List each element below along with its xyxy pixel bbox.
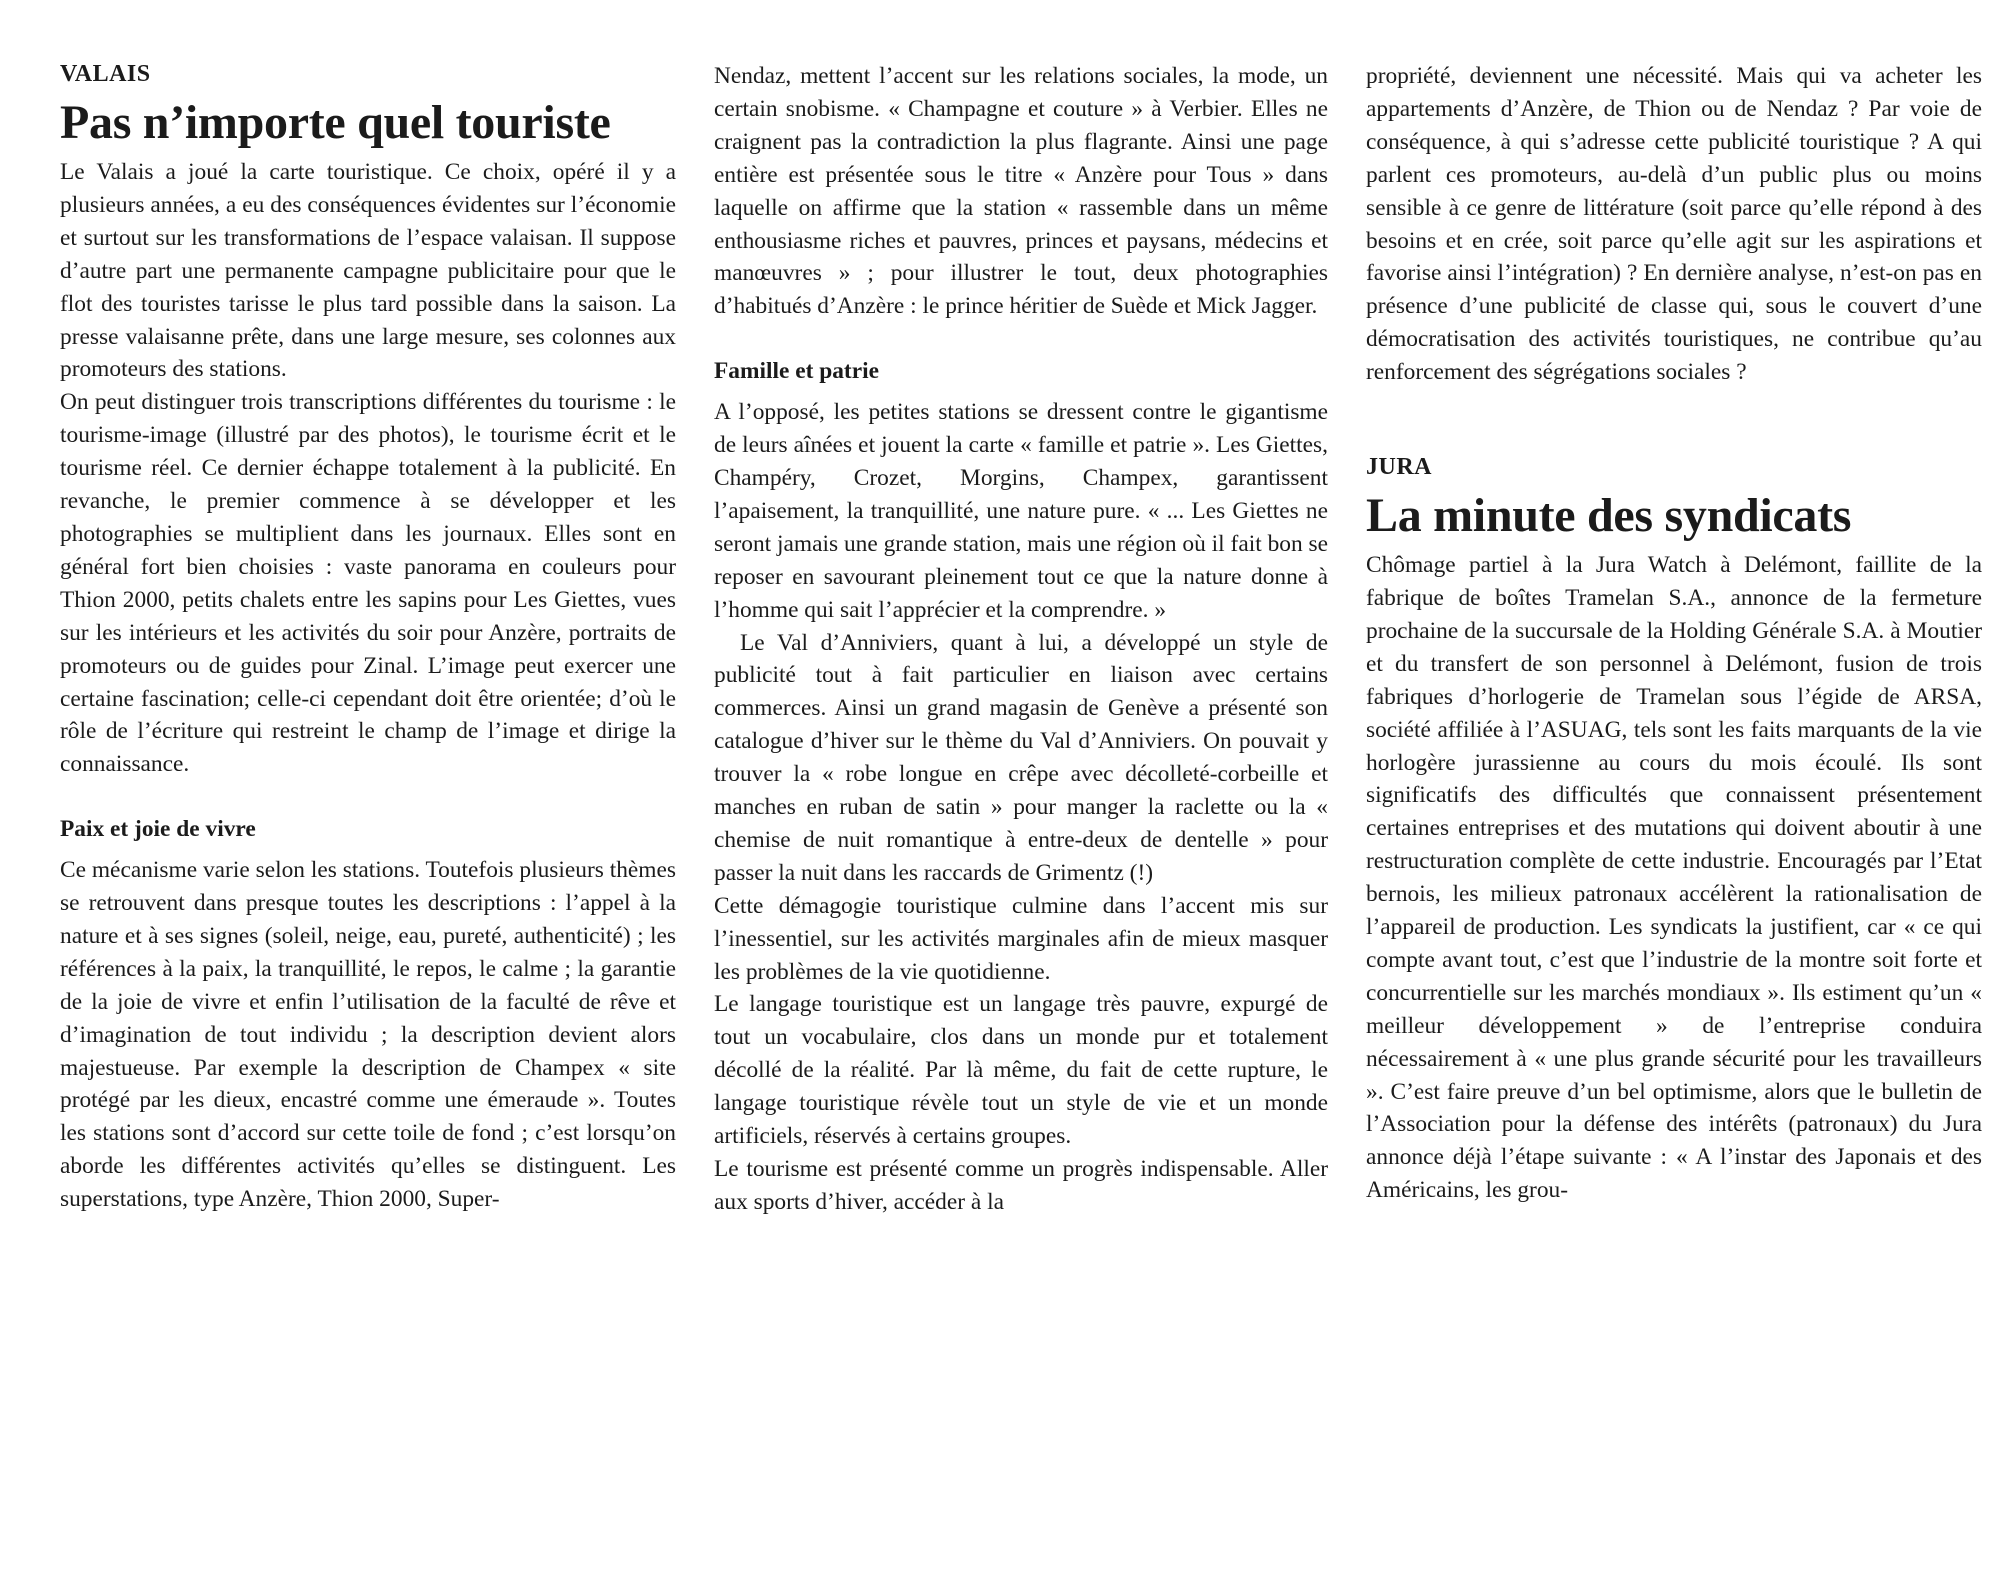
- headline-valais: Pas n’importe quel touriste: [60, 96, 611, 149]
- subhead-paix-et-joie: Paix et joie de vivre: [60, 816, 256, 843]
- column-2: [714, 60, 1328, 1219]
- valais-section2-paragraph-2: Le Val d’Anniviers, quant à lui, a développé un style de publicité tout à fait particulier en liaison avec certains commerces. Ainsi un grand magasin de Genève a présenté son catalogue d’hiver sur le thème du Val d’Anniviers. On pouvait y trouver la « robe longue en crêpe avec décolleté-corbeille et manches en ruban de satin » pour manger la raclette ou la « chemise de nuit romantique à entre-deux de dentelle » pour passer la nuit dans les raccards de Grimentz (!): [714, 629, 1328, 886]
- valais-section2-paragraph-5-part2: propriété, deviennent une nécessité. Mais qui va acheter les appartements d’Anzère, de Thion ou de Nendaz ? Par voie de conséquence, à qui s’adresse cette publicité touristique ? A qui parlent ces promoteurs, au-delà d’un public plus ou moins sensible à ce genre de littérature (soit parce qu’elle répond à des besoins et en crée, soit parce qu’elle agit sur les aspirations et favorise ainsi l’intégration) ? En dernière analyse, n’est-on pas en présence d’une publicité de classe qui, sous le couvert d’une démocratisation des activités touristiques, ne contribue qu’au renforcement des ségrégations sociales ?: [1366, 63, 1982, 386]
- valais-intro-paragraph-2: On peut distinguer trois transcriptions différentes du tourisme : le tourisme-image (illustré par des photos), le tourisme écrit et le tourisme réel. Ce dernier échappe totalement à la publicité. En revanche, le premier commence à se développer et les photographies se multiplient dans les journaux. Elles sont en général fort bien choisies : vaste panorama en couleurs pour Thion 2000, petits chalets entre les sapins pour Les Giettes, vues sur les intérieurs et les activités du soir pour Anzère, portraits de promoteurs ou de guides pour Zinal. L’image peut exercer une certaine fascination; celle-ci cependant doit être orientée; d’où le rôle de l’écriture qui restreint le champ de l’image et dirige la connaissance.: [60, 389, 676, 778]
- valais-section2-paragraph-4: Le langage touristique est un langage très pauvre, expurgé de tout un vocabulaire, clos dans un monde pur et totalement décollé de la réalité. Par là même, du fait de cette rupture, le langage touristique révèle tout un style de vie et un monde artificiels, réservés à certains groupes.: [714, 991, 1328, 1150]
- valais-section2-paragraph-5-part1: Le tourisme est présenté comme un progrès indispensable. Aller aux sports d’hiver, accéder à la: [714, 1156, 1328, 1215]
- section-tag-valais: VALAIS: [60, 61, 151, 87]
- valais-section2-paragraph-3: Cette démagogie touristique culmine dans l’accent mis sur l’inessentiel, sur les activités marginales afin de mieux masquer les problèmes de la vie quotidienne.: [714, 892, 1328, 985]
- valais-intro-paragraph-1: Le Valais a joué la carte touristique. Ce choix, opéré il y a plusieurs années, a eu des conséquences évidentes sur l’économie et surtout sur les transformations de l’espace valaisan. Il suppose d’autre part une permanente campagne publicitaire pour que le flot des touristes tarisse le plus tard possible dans la saison. La presse valaisanne prête, dans une large mesure, ses colonnes aux promoteurs des stations.: [60, 159, 676, 383]
- subhead-famille-et-patrie: Famille et patrie: [714, 358, 879, 385]
- column-3: [1366, 60, 1982, 1207]
- valais-section2-paragraph-1: A l’opposé, les petites stations se dressent contre le gigantisme de leurs aînées et jouent la carte « famille et patrie ». Les Giettes, Champéry, Crozet, Morgins, Champex, garantissent l’apaisement, la tranquillité, une nature pure. « ... Les Giettes ne seront jamais une grande station, mais une région où il fait bon se reposer en savourant pleinement tout ce que la nature donne à l’homme qui sait l’apprécier et la comprendre. »: [714, 399, 1328, 623]
- headline-jura: La minute des syndicats: [1366, 489, 1852, 543]
- valais-section1-paragraph-part2: Nendaz, mettent l’accent sur les relations sociales, la mode, un certain snobisme. « Champagne et couture » à Verbier. Elles ne craignent pas la contradiction la plus flagrante. Ainsi une page entière est présentée sous le titre « Anzère pour Tous » dans laquelle on affirme que la station « rassemble dans un même enthousiasme riches et pauvres, princes et paysans, médecins et manœuvres » ; pour illustrer le tout, deux photographies d’habitués d’Anzère : le prince héritier de Suède et Mick Jagger.: [714, 63, 1328, 320]
- jura-body-paragraph: Chômage partiel à la Jura Watch à Delémont, faillite de la fabrique de boîtes Tramelan S.A., annonce de la fermeture prochaine de la succursale de la Holding Générale S.A. à Moutier et du transfert de son personnel à Delémont, fusion de trois fabriques d’horlogerie de Tramelan sous l’égide de ARSA, société affiliée à l’ASUAG, tels sont les faits marquants de la vie horlogère jurassienne au cours du mois écoulé. Ils sont significatifs des difficultés que connaissent présentement certaines entreprises et des mutations qui doivent aboutir à une restructuration complète de cette industrie. Encouragés par l’Etat bernois, les milieux patronaux accélèrent la rationalisation de l’appareil de production. Les syndicats la justifient, car « ce qui compte avant tout, c’est que l’industrie de la montre soit forte et concurrentielle sur les marchés mondiaux ». Ils estiment qu’un « meilleur développement » de l’entreprise conduira nécessairement à « une plus grande sécurité pour les travailleurs ». C’est faire preuve d’un bel optimisme, alors que le bulletin de l’Association pour la défense des intérêts (patronaux) du Jura annonce déjà l’étape suivante : « A l’instar des Japonais et des Américains, les grou-: [1366, 552, 1982, 1204]
- section-tag-jura: JURA: [1366, 454, 1432, 481]
- valais-section1-paragraph-part1: Ce mécanisme varie selon les stations. Toutefois plusieurs thèmes se retrouvent dans presque toutes les descriptions : l’appel à la nature et à ses signes (soleil, neige, eau, pureté, authenticité) ; les références à la paix, la tranquillité, le repos, le calme ; la garantie de la joie de vivre et enfin l’utilisation de la faculté de rêve et d’imagination de tout individu ; la description devient alors majestueuse. Par exemple la description de Champex « site protégé par les dieux, encastré comme une émeraude ». Toutes les stations sont d’accord sur cette toile de fond ; c’est lorsqu’on aborde les différentes activités qu’elles se distinguent. Les superstations, type Anzère, Thion 2000, Super-: [60, 857, 676, 1213]
- column-1: [60, 58, 676, 1216]
